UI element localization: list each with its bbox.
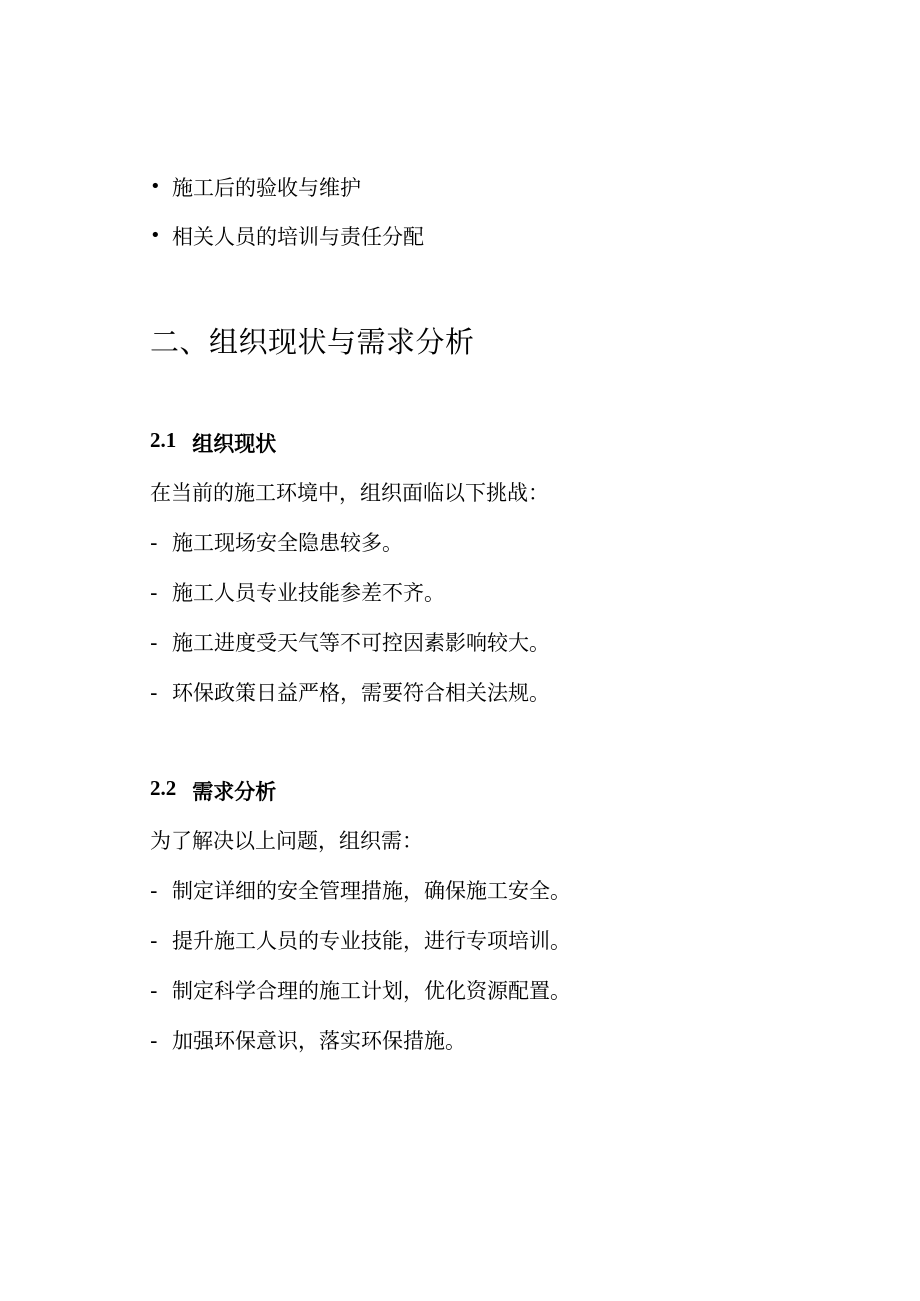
list-item-text: 施工后的验收与维护 [172,176,361,200]
subsection-number: 2.1 [150,428,177,452]
paragraph-intro: 为了解决以上问题，组织需： [150,829,423,853]
list-item [150,1024,571,1058]
dash-icon: - [150,581,158,605]
dash-icon: - [150,681,158,705]
dash-icon: - [150,531,158,555]
list-item-text: 提升施工人员的专业技能，进行专项培训。 [172,929,571,953]
list-item [150,924,571,958]
list-item [150,219,424,253]
subsection-heading-2-1 [150,428,276,458]
list-item [150,974,571,1008]
list-item [150,170,424,204]
subsection-body-2-2 [150,824,571,1074]
list-item-text: 施工现场安全隐患较多。 [172,531,403,555]
list-item-text: 制定详细的安全管理措施，确保施工安全。 [172,879,571,903]
dash-icon: - [150,1029,158,1053]
dash-icon: - [150,879,158,903]
subsection-heading-2-2 [150,776,276,806]
list-item-text: 加强环保意识，落实环保措施。 [172,1029,466,1053]
list-item [150,526,550,560]
list-item [150,576,550,610]
list-item [150,874,571,908]
list-item-text: 环保政策日益严格，需要符合相关法规。 [172,681,550,705]
subsection-title: 组织现状 [192,432,277,456]
list-item-text: 施工人员专业技能参差不齐。 [172,581,445,605]
bullet-icon: • [150,225,161,246]
dash-icon: - [150,631,158,655]
list-item [150,626,550,660]
list-item-text: 施工进度受天气等不可控因素影响较大。 [172,631,550,655]
list-item-text: 相关人员的培训与责任分配 [172,225,424,249]
subsection-body-2-1 [150,476,550,726]
subsection-number: 2.2 [150,776,177,800]
paragraph-intro: 在当前的施工环境中，组织面临以下挑战： [150,481,549,505]
bullet-list [150,170,424,268]
list-item-text: 制定科学合理的施工计划，优化资源配置。 [172,979,571,1003]
dash-icon: - [150,979,158,1003]
subsection-title: 需求分析 [192,780,277,804]
bullet-icon: • [150,176,161,197]
dash-icon: - [150,929,158,953]
section-title: 二、组织现状与需求分析 [150,325,475,359]
list-item [150,676,550,710]
